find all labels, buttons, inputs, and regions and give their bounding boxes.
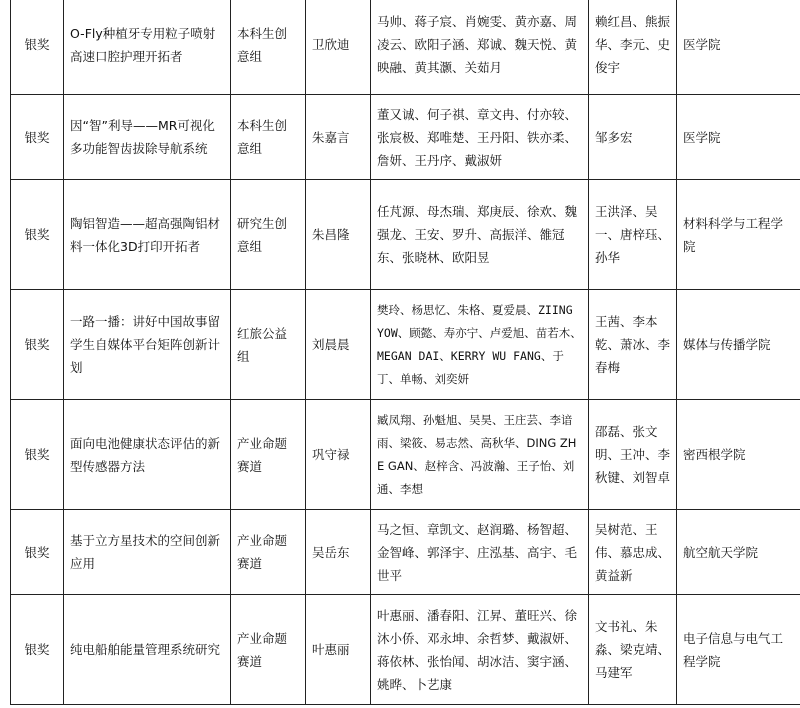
award-cell: 银奖 (11, 595, 64, 705)
leader-cell: 朱嘉言 (306, 95, 371, 180)
awards-table (10, 0, 800, 705)
table-row (11, 595, 800, 705)
school-cell: 媒体与传播学院 (677, 290, 800, 400)
advisors-cell: 王茜、李本乾、萧冰、李春梅 (589, 290, 677, 400)
group-cell: 本科生创意组 (231, 0, 306, 95)
advisors-cell: 文书礼、朱淼、梁克靖、马建军 (589, 595, 677, 705)
project-name-cell: 陶铝智造——超高强陶铝材料一体化3D打印开拓者 (64, 180, 231, 290)
award-cell: 银奖 (11, 290, 64, 400)
school-cell: 电子信息与电气工程学院 (677, 595, 800, 705)
table-row (11, 510, 800, 595)
school-cell: 密西根学院 (677, 400, 800, 510)
group-cell: 研究生创意组 (231, 180, 306, 290)
project-name-cell: 纯电船舶能量管理系统研究 (64, 595, 231, 705)
school-cell: 医学院 (677, 0, 800, 95)
award-cell: 银奖 (11, 95, 64, 180)
group-cell: 本科生创意组 (231, 95, 306, 180)
advisors-cell: 王洪泽、吴一、唐梓珏、孙华 (589, 180, 677, 290)
leader-cell: 吴岳东 (306, 510, 371, 595)
members-cell: 叶惠丽、潘春阳、江昇、董旺兴、徐沐小侨、邓永坤、余哲梦、戴淑妍、蒋依林、张怡闻、胡冰洁、窦宇涵、姚晔、卜艺康 (371, 595, 589, 705)
award-cell: 银奖 (11, 400, 64, 510)
table-row (11, 180, 800, 290)
members-cell: 樊玲、杨思忆、朱格、夏爱晨、ZIING YOW、顾懿、寿亦宁、卢爱旭、苗若木、MEGAN DAI、KERRY WU FANG、于丁、单畅、刘奕妍 (371, 290, 589, 400)
members-cell: 董又诚、何子祺、章文冉、付亦较、张宸极、郑唯楚、王丹阳、铁亦柔、詹妍、王丹序、戴淑妍 (371, 95, 589, 180)
school-cell: 航空航天学院 (677, 510, 800, 595)
award-cell: 银奖 (11, 510, 64, 595)
leader-cell: 朱昌隆 (306, 180, 371, 290)
leader-cell: 刘晨晨 (306, 290, 371, 400)
school-cell: 医学院 (677, 95, 800, 180)
group-cell: 产业命题赛道 (231, 400, 306, 510)
table-row (11, 95, 800, 180)
members-cell: 马之恒、章凯文、赵润璐、杨智超、金智峰、郭泽宇、庄泓基、高宇、毛世平 (371, 510, 589, 595)
table-row (11, 0, 800, 95)
leader-cell: 巩守禄 (306, 400, 371, 510)
advisors-cell: 邹多宏 (589, 95, 677, 180)
project-name-cell: 一路一播：讲好中国故事留学生自媒体平台矩阵创新计划 (64, 290, 231, 400)
table-row (11, 400, 800, 510)
group-cell: 产业命题赛道 (231, 595, 306, 705)
group-cell: 红旅公益组 (231, 290, 306, 400)
project-name-cell: O-Fly种植牙专用粒子喷射高速口腔护理开拓者 (64, 0, 231, 95)
project-name-cell: 因“智”利导——MR可视化多功能智齿拔除导航系统 (64, 95, 231, 180)
award-cell: 银奖 (11, 0, 64, 95)
members-cell: 臧凤翔、孙魁旭、吴昊、王庄芸、李谙雨、梁筱、易志然、高秋华、DING ZHE GAN、赵梓含、冯波瀚、王子怡、刘通、李想 (371, 400, 589, 510)
table-row (11, 290, 800, 400)
advisors-cell: 吴树范、王伟、慕忠成、黄益新 (589, 510, 677, 595)
advisors-cell: 邵磊、张文明、王冲、李秋键、刘智卓 (589, 400, 677, 510)
project-name-cell: 基于立方星技术的空间创新应用 (64, 510, 231, 595)
advisors-cell: 赖红昌、熊振华、李元、史俊宇 (589, 0, 677, 95)
group-cell: 产业命题赛道 (231, 510, 306, 595)
members-cell: 马帅、蒋子宸、肖婉雯、黄亦嘉、周凌云、欧阳子涵、郑诚、魏天悦、黄映融、黄其灏、关茹月 (371, 0, 589, 95)
award-cell: 银奖 (11, 180, 64, 290)
school-cell: 材料科学与工程学院 (677, 180, 800, 290)
leader-cell: 叶惠丽 (306, 595, 371, 705)
project-name-cell: 面向电池健康状态评估的新型传感器方法 (64, 400, 231, 510)
members-cell: 任芃源、母杰瑞、郑庚辰、徐欢、魏强龙、王安、罗升、高振洋、雒冠东、张晓林、欧阳昱 (371, 180, 589, 290)
leader-cell: 卫欣迪 (306, 0, 371, 95)
